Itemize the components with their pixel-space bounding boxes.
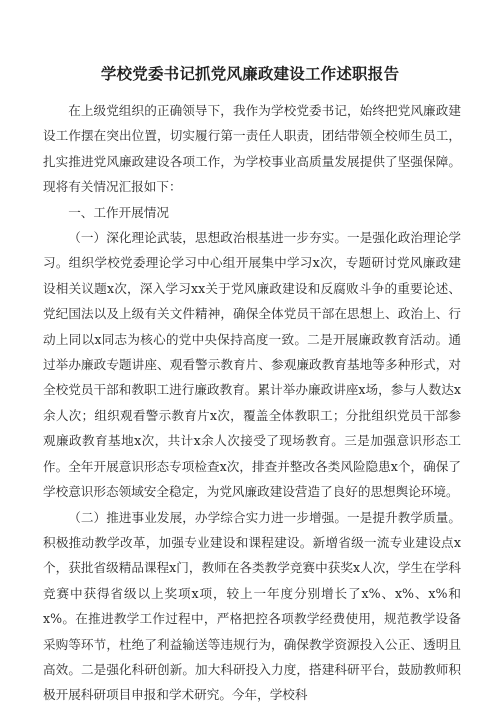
intro-paragraph: 在上级党组织的正确领导下，我作为学校党委书记，始终把党风廉政建设工作摆在突出位置，切实履行第一责任人职责，团结带领全校师生员工，扎实推进党风廉政建设各项工作，为学校事业高质量发展提供了坚强保障。现将有关情况汇报如下： [43,103,461,195]
document-title: 学校党委书记抓党风廉政建设工作述职报告 [100,65,400,83]
document-body [43,98,461,708]
body-paragraph: （一）深化理论武装，思想政治根基进一步夯实。一是强化政治理论学习。组织学校党委理论学习中心组开展集中学习x次，专题研讨党风廉政建设相关议题x次，深入学习xx关于党风廉政建设和反腐败斗争的重要论述、党纪国法以及上级有关文件精神，确保全体党员干部在思想上、政治上、行动上同以x同志为核心的党中央保持高度一致。二是开展廉政教育活动。通过举办廉政专题讲座、观看警示教育片、参观廉政教育基地等多种形式，对全校党员干部和教职工进行廉政教育。累计举办廉政讲座x场，参与人数达x余人次；组织观看警示教育片x次，覆盖全体教职工；分批组织党员干部参观廉政教育基地x次，共计x余人次接受了现场教育。三是加强意识形态工作。全年开展意识形态专项检查x次，排查并整改各类风险隐患x个，确保了学校意识形态领域安全稳定，为党风廉政建设营造了良好的思想舆论环境。 [43,230,461,500]
section-heading: 一、工作开展情况 [68,204,169,220]
body-paragraph: （二）推进事业发展，办学综合实力进一步增强。一是提升教学质量。积极推动教学改革，加强专业建设和课程建设。新增省级一流专业建设点x个，获批省级精品课程x门，教师在各类教学竞赛中获奖x人次，学生在学科竞赛中获得省级以上奖项x项，较上一年度分别增长了x%、x%、x%和x%。在推进教学工作过程中，严格把控各项教学经费使用，规范教学设备采购等环节，杜绝了利益输送等违规行为，确保教学资源投入公正、透明且高效。二是强化科研创新。加大科研投入力度，搭建科研平台，鼓励教师积极开展科研项目申报和学术研究。今年，学校科 [43,509,461,703]
